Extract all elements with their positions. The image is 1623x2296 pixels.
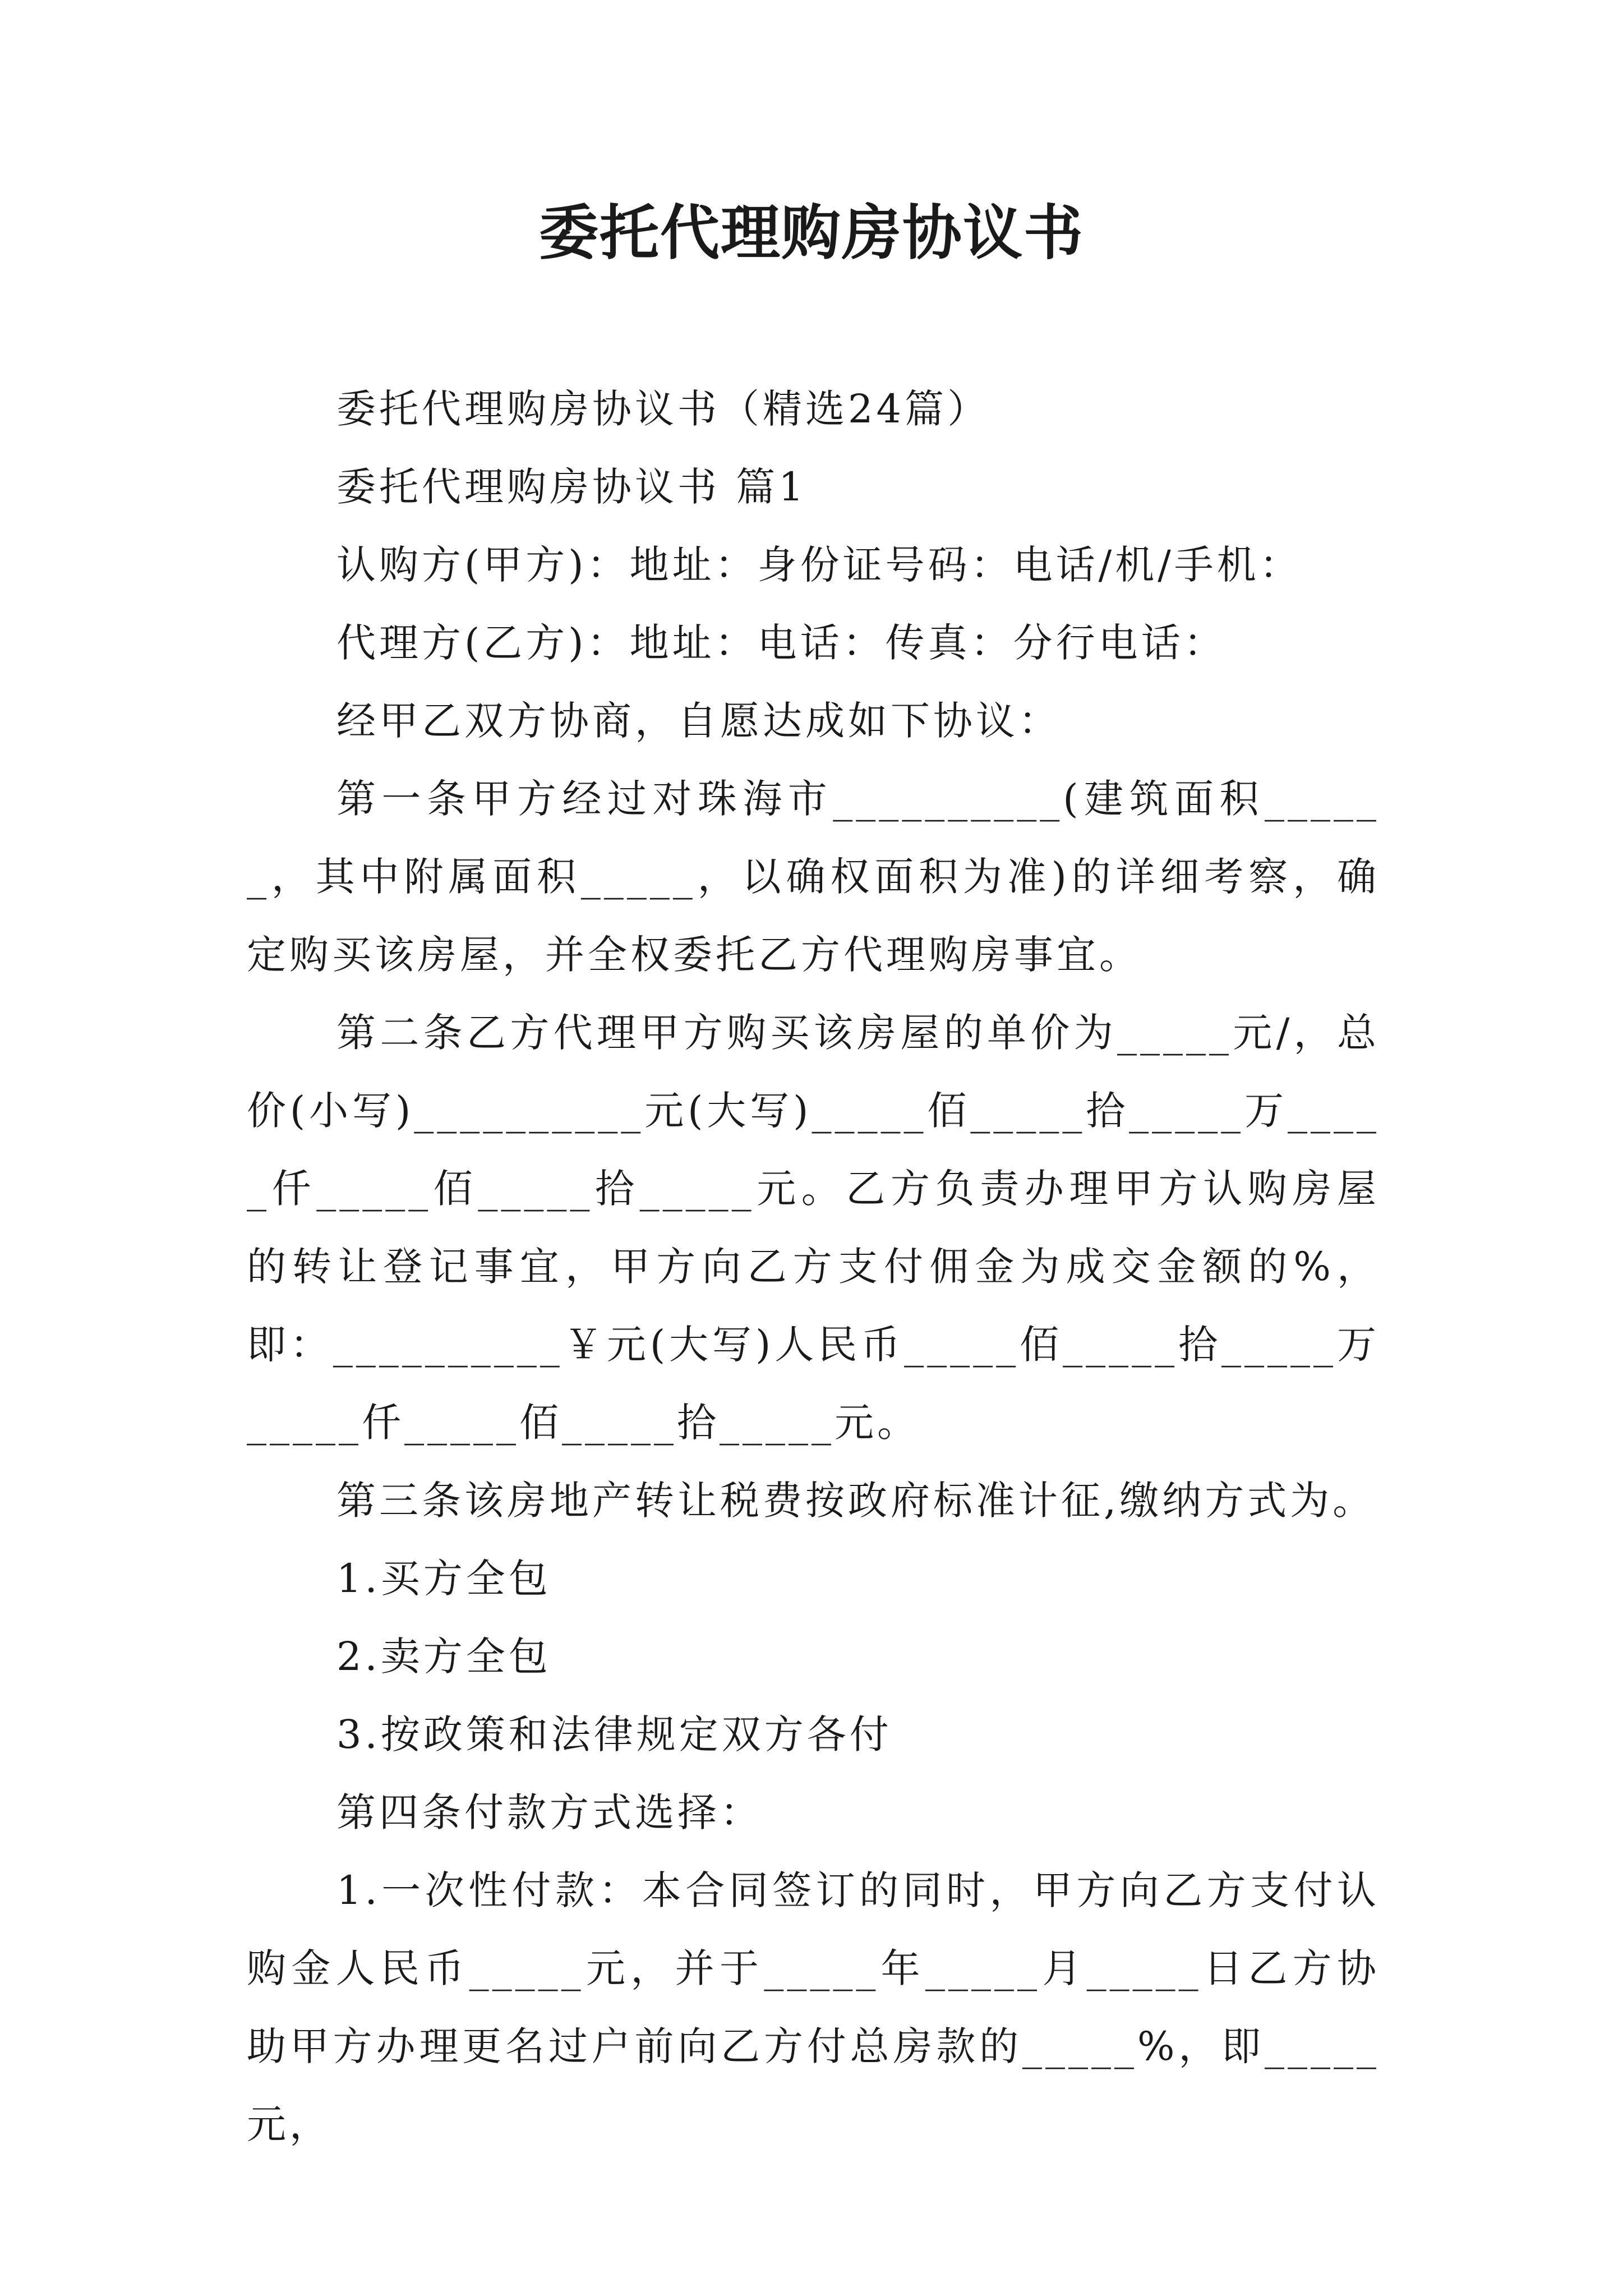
paragraph-article-2: 第二条乙方代理甲方购买该房屋的单价为_____元/，总价(小写)__________元(大写)_____佰_____拾_____万_____仟_____佰_____拾_____元。乙方负责办理甲方认购房屋的转让登记事宜，甲方向乙方支付佣金为成交金额的%，即：__________￥元(大写)人民币_____佰_____拾_____万_____仟_____佰_____拾_____元。 [247, 1010, 1380, 1446]
document-title: 委托代理购房协议书 [539, 197, 1084, 268]
paragraph-party-a: 认购方(甲方)：地址：身份证号码：电话/机/手机： [336, 542, 1302, 588]
paragraph-article-3: 第三条该房地产转让税费按政府标准计征,缴纳方式为。 [336, 1478, 1376, 1524]
paragraph-party-b: 代理方(乙方)：地址：电话：传真：分行电话： [336, 620, 1227, 666]
paragraph-subtitle: 委托代理购房协议书（精选24篇） [336, 386, 990, 432]
paragraph-section-heading: 委托代理购房协议书 篇1 [336, 464, 807, 510]
paragraph-article-1: 第一条甲方经过对珠海市__________(建筑面积______，其中附属面积_____，以确权面积为准)的详细考察，确定购买该房屋，并全权委托乙方代理购房事宜。 [247, 776, 1380, 978]
list-item-option-2: 2.卖方全包 [336, 1634, 551, 1680]
paragraph-agreement-intro: 经甲乙双方协商，自愿达成如下协议： [336, 698, 1061, 744]
paragraph-article-4: 第四条付款方式选择： [336, 1789, 763, 1835]
list-item-option-1: 1.买方全包 [336, 1556, 551, 1602]
list-item-option-3: 3.按政策和法律规定双方各付 [336, 1711, 892, 1757]
paragraph-payment-option-1: 1.一次性付款：本合同签订的同时，甲方向乙方支付认购金人民币_____元，并于_____年_____月_____日乙方协助甲方办理更名过户前向乙方付总房款的_____%，即_____元， [247, 1867, 1380, 2147]
document-body [247, 370, 1380, 2164]
